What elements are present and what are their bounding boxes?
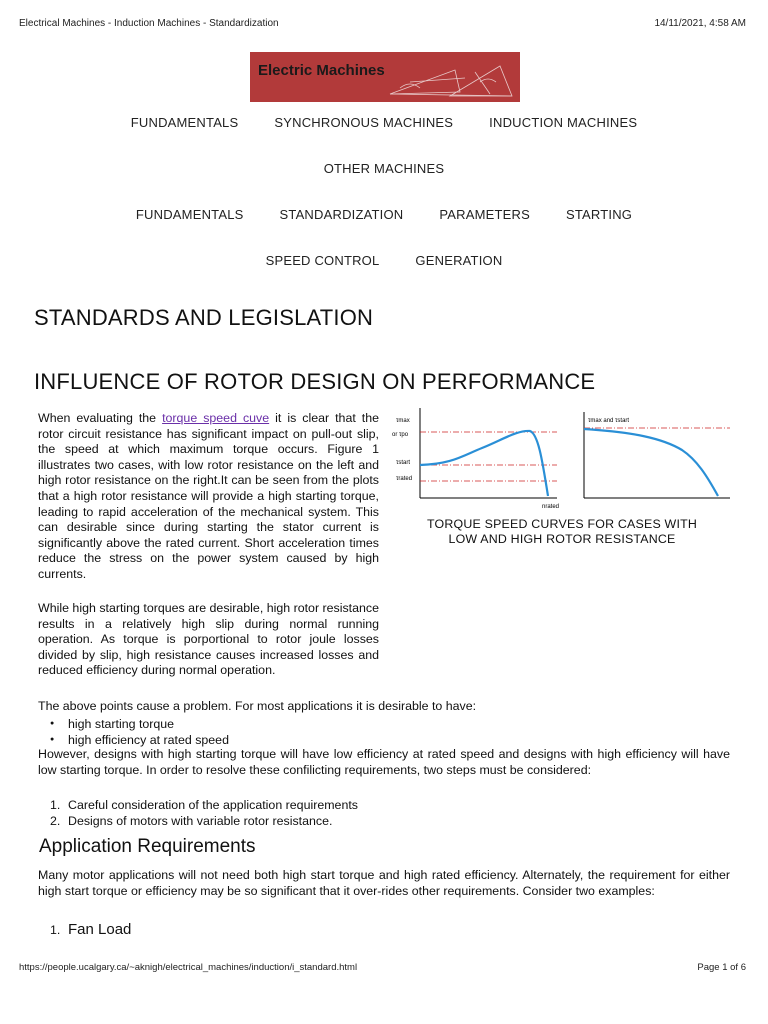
paragraph-rotor-resistance [38, 411, 379, 583]
label-tmax-and-tstart: τmax and τstart [588, 418, 630, 424]
steps-list [50, 797, 358, 829]
print-footer-page: Page 1 of 6 [697, 962, 746, 973]
nav-other-machines[interactable]: OTHER MACHINES [323, 161, 445, 176]
label-or-tpo: or τpo [392, 432, 409, 438]
subnav-parameters[interactable]: PARAMETERS [439, 207, 530, 222]
subnav-fundamentals[interactable]: FUNDAMENTALS [135, 207, 244, 222]
heading-influence: INFLUENCE OF ROTOR DESIGN ON PERFORMANCE [34, 369, 596, 394]
list-item: ● high efficiency at rated speed [50, 732, 229, 748]
site-banner[interactable] [250, 52, 520, 102]
print-footer-url: https://people.ucalgary.ca/~aknigh/electrical_machines/induction/i_standard.html [19, 962, 358, 973]
subnav-standardization[interactable]: STANDARDIZATION [279, 207, 404, 222]
nav-induction-machines[interactable]: INDUCTION MACHINES [489, 115, 638, 130]
nav-synchronous-machines[interactable]: SYNCHRONOUS MACHINES [274, 115, 454, 130]
para1-post: it is clear that the rotor circuit resistance has significant impact on pull-out slip, the speed at which maximum torque occurs. Figure 1 illustrates two cases, with low rotor resistance on the left and high rotor resistance on the right.It can be seen from the plots that a high rotor resistance will provide a high starting torque, leading to rapid acceleration of the mechanical system. This can desirable since during starting the stator current is significantly above the rated current. Short acceleration times reduce the stress on the power system caused by high currents. [38, 411, 380, 581]
nav-sub [0, 207, 768, 222]
subnav-generation[interactable]: GENERATION [415, 253, 503, 268]
list-item: 2. Designs of motors with variable rotor resistance. [50, 814, 333, 828]
paragraph-conflict: However, designs with high starting torque will have low efficiency at rated speed and designs with high efficiency will have low starting torque. In order to resolve these confilicting requirements, two steps must be considered: [38, 747, 730, 777]
nav-main [0, 115, 768, 130]
figure-caption-line2: LOW AND HIGH ROTOR RESISTANCE [448, 532, 676, 546]
label-trated: τrated [396, 476, 413, 482]
heading-standards: STANDARDS AND LEGISLATION [34, 305, 374, 330]
nav-fundamentals[interactable]: FUNDAMENTALS [130, 115, 239, 130]
list-item-fan-load: 1. Fan Load [50, 921, 132, 938]
left-plot [392, 408, 559, 508]
right-plot [584, 412, 730, 498]
nav-sub-2 [0, 253, 768, 268]
para1-pre: When evaluating the [38, 411, 163, 425]
figure-caption [392, 517, 732, 547]
paragraph-high-slip: While high starting torques are desirable, high rotor resistance results in a relatively high slip during normal running operation. As torque is porportional to rotor joule losses divided by slip, high resistance causes increased losses and reduced efficiency during normal operation. [38, 601, 379, 678]
subnav-starting[interactable]: STARTING [565, 207, 633, 222]
print-header-datetime: 14/11/2021, 4:58 AM [654, 18, 746, 29]
figure-caption-line1: TORQUE SPEED CURVES FOR CASES WITH [426, 517, 698, 531]
paragraph-problem: The above points cause a problem. For most applications it is desirable to have: [38, 699, 477, 713]
paragraph-applications: Many motor applications will not need both high start torque and high rated efficiency. Alternately, the requirement for either high start torque or efficiency may be so significant that it over-rides other requirements. Consider two examples: [38, 868, 730, 898]
banner-sketch-graphic [250, 52, 520, 102]
subnav-speed-control[interactable]: SPEED CONTROL [265, 253, 380, 268]
banner-title: Electric Machines [258, 62, 385, 79]
torque-speed-figure [392, 408, 732, 508]
nav-main-2 [0, 161, 768, 176]
list-item: ● high starting torque [50, 716, 229, 732]
label-tmax: τmax [396, 418, 410, 424]
label-tstart: τstart [396, 460, 411, 466]
label-nrated: nrated [542, 504, 560, 508]
requirements-list [50, 716, 229, 748]
print-header-title: Electrical Machines - Induction Machines - Standardization [19, 18, 279, 29]
torque-speed-curve-link[interactable]: torque speed cuve [162, 411, 270, 425]
list-item: 1. Careful consideration of the application requirements [50, 798, 358, 812]
heading-application-requirements: Application Requirements [39, 836, 256, 857]
